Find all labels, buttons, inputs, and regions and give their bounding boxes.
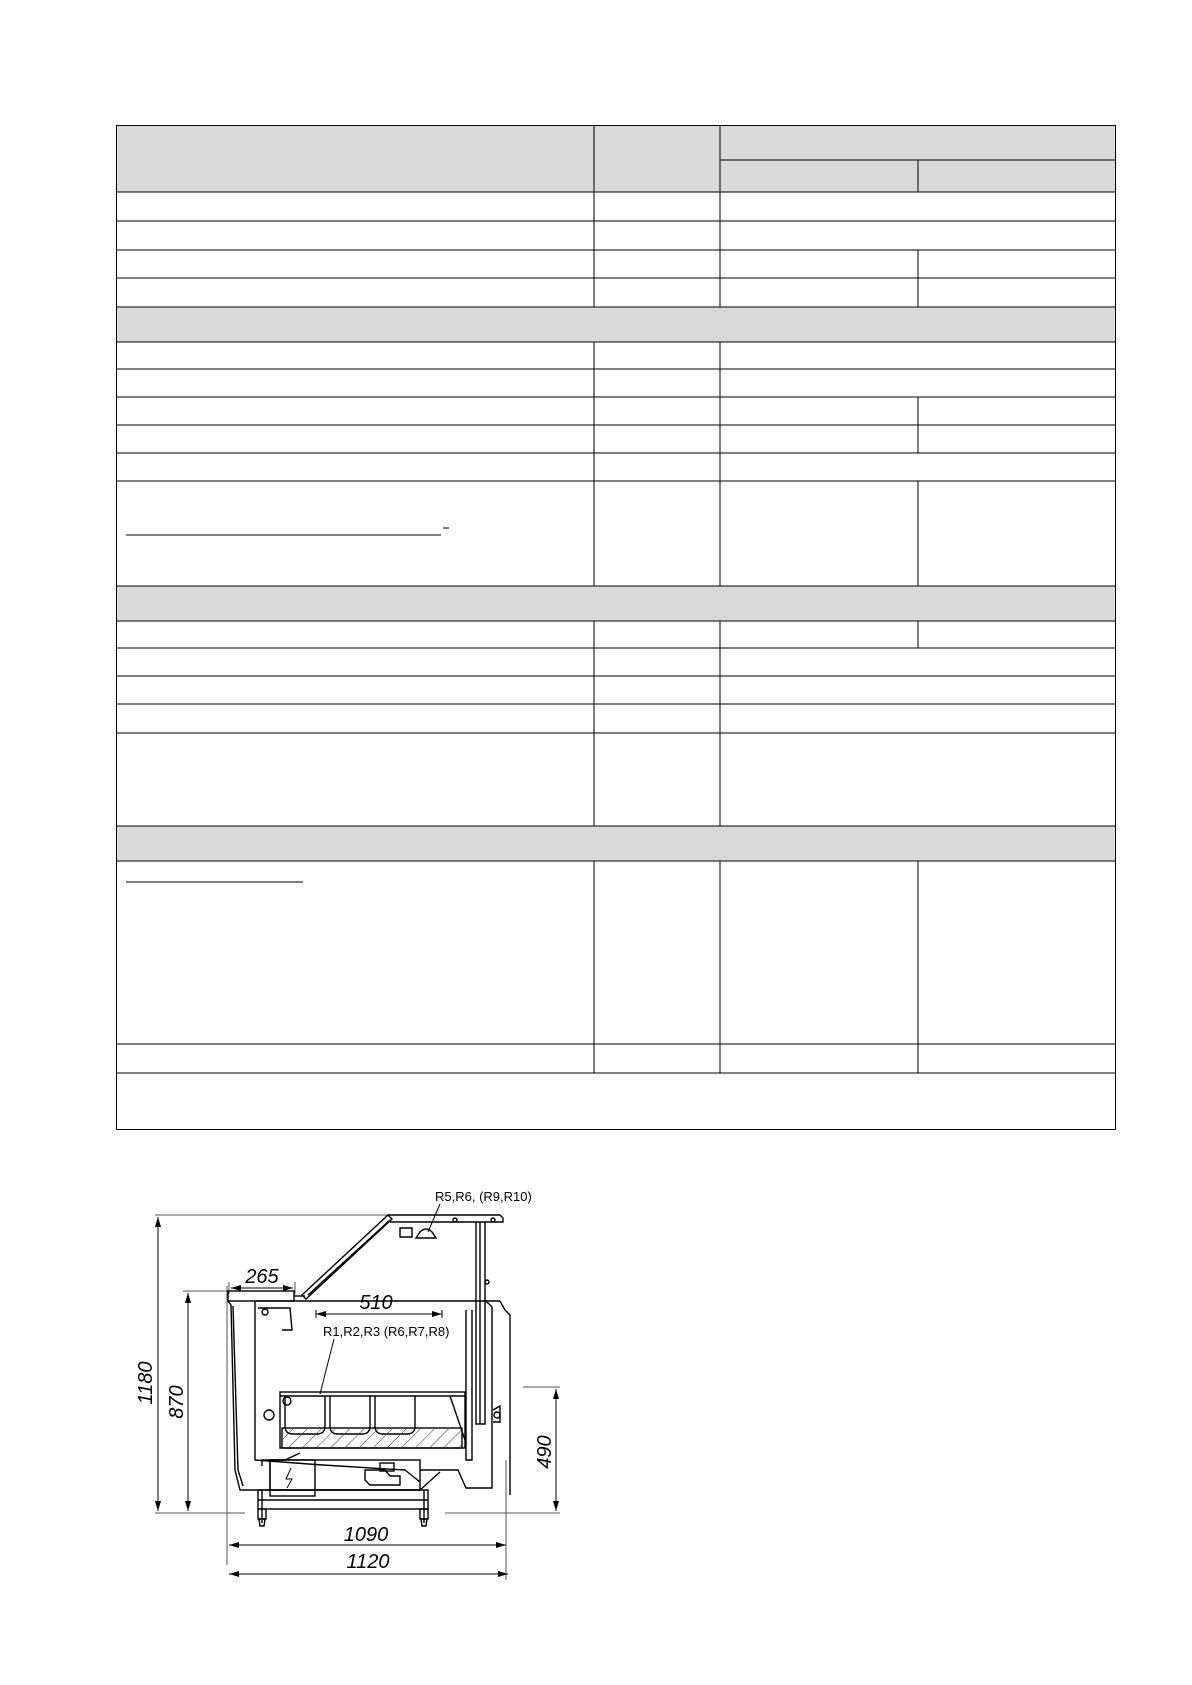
evaporator-hatch <box>283 1429 461 1447</box>
side-view-drawing <box>0 1170 620 1590</box>
section-row-3 <box>116 826 1116 861</box>
dim-tray-width: 510 <box>359 1292 393 1314</box>
callout-tray-lights: R1,R2,R3 (R6,R7,R8) <box>323 1324 450 1339</box>
spec-table <box>116 125 1116 1130</box>
lightning-icon <box>286 1468 292 1488</box>
dim-overhang: 265 <box>245 1266 279 1288</box>
dim-base-width: 1090 <box>343 1524 389 1546</box>
dim-total-width: 1120 <box>346 1551 390 1573</box>
callout-top-lights: R5,R6, (R9,R10) <box>435 1189 532 1204</box>
dim-total-height: 1180 <box>135 1361 157 1405</box>
header-cell-unit <box>594 125 720 192</box>
dim-counter-height: 870 <box>166 1385 188 1419</box>
section-row-2 <box>116 586 1116 621</box>
dim-rear-height: 490 <box>534 1435 556 1469</box>
section-row-1 <box>116 307 1116 342</box>
cabinet-body <box>228 1215 510 1526</box>
header-cell-left <box>116 125 594 192</box>
